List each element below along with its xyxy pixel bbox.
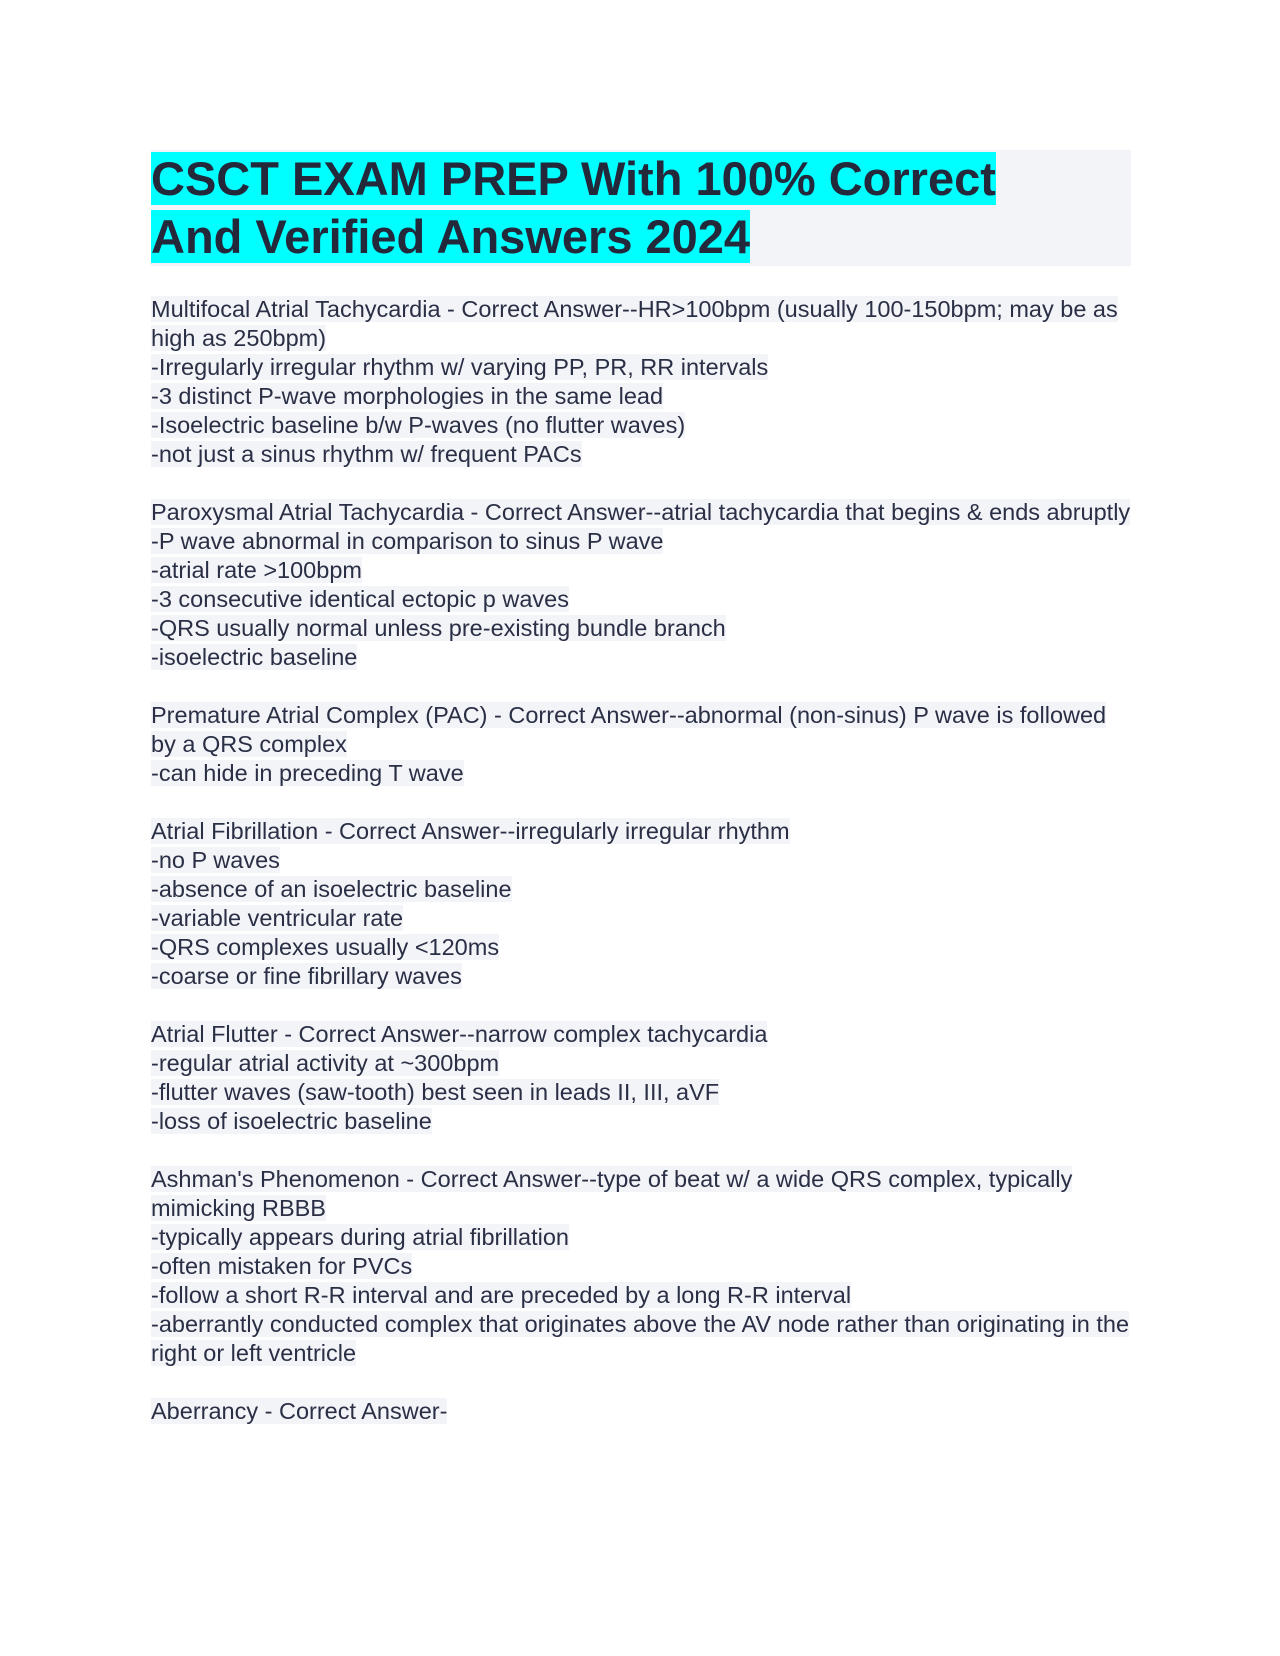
detail-line: -typically appears during atrial fibrillation xyxy=(151,1224,569,1250)
title-line-1: CSCT EXAM PREP With 100% Correct xyxy=(151,152,996,205)
detail-line: -P wave abnormal in comparison to sinus P wave xyxy=(151,528,664,554)
detail-line: -follow a short R-R interval and are preceded by a long R-R interval xyxy=(151,1282,852,1308)
detail-line: -isoelectric baseline xyxy=(151,644,358,670)
detail-line: -Irregularly irregular rhythm w/ varying PP, PR, RR intervals xyxy=(151,354,769,380)
detail-line: -atrial rate >100bpm xyxy=(151,557,362,583)
section-aberrancy xyxy=(151,1397,1131,1426)
term-line: Paroxysmal Atrial Tachycardia - Correct Answer--atrial tachycardia that begins & ends abruptly xyxy=(151,499,1131,525)
detail-line: -not just a sinus rhythm w/ frequent PACs xyxy=(151,441,582,467)
detail-line: -Isoelectric baseline b/w P-waves (no flutter waves) xyxy=(151,412,686,438)
section-paroxysmal-atrial-tachycardia xyxy=(151,498,1131,672)
term-line: Premature Atrial Complex (PAC) - Correct Answer--abnormal (non-sinus) P wave is followed by a QRS complex xyxy=(151,702,1107,757)
term-line: Aberrancy - Correct Answer- xyxy=(151,1398,448,1424)
title-block xyxy=(151,150,1131,266)
term-line: Atrial Flutter - Correct Answer--narrow complex tachycardia xyxy=(151,1021,768,1047)
detail-line: -can hide in preceding T wave xyxy=(151,760,464,786)
title-line-2: And Verified Answers 2024 xyxy=(151,210,751,263)
detail-line: -loss of isoelectric baseline xyxy=(151,1108,432,1134)
term-line: Atrial Fibrillation - Correct Answer--irregularly irregular rhythm xyxy=(151,818,790,844)
detail-line: -variable ventricular rate xyxy=(151,905,404,931)
document-page xyxy=(151,150,1131,1455)
detail-line: -QRS usually normal unless pre-existing bundle branch xyxy=(151,615,726,641)
detail-line: -3 distinct P-wave morphologies in the same lead xyxy=(151,383,664,409)
section-ashmans-phenomenon xyxy=(151,1165,1131,1368)
detail-line: -often mistaken for PVCs xyxy=(151,1253,413,1279)
section-premature-atrial-complex xyxy=(151,701,1131,788)
term-line: Ashman's Phenomenon - Correct Answer--type of beat w/ a wide QRS complex, typically mimicking RBBB xyxy=(151,1166,1073,1221)
detail-line: -flutter waves (saw-tooth) best seen in leads II, III, aVF xyxy=(151,1079,720,1105)
detail-line: -coarse or fine fibrillary waves xyxy=(151,963,462,989)
section-multifocal-atrial-tachycardia xyxy=(151,295,1131,469)
term-line: Multifocal Atrial Tachycardia - Correct Answer--HR>100bpm (usually 100-150bpm; may be as high as 250bpm) xyxy=(151,296,1118,351)
detail-line: -aberrantly conducted complex that originates above the AV node rather than originating in the right or left ventricle xyxy=(151,1311,1130,1366)
document-title xyxy=(151,150,1131,266)
section-atrial-fibrillation xyxy=(151,817,1131,991)
detail-line: -absence of an isoelectric baseline xyxy=(151,876,512,902)
detail-line: -QRS complexes usually <120ms xyxy=(151,934,500,960)
section-atrial-flutter xyxy=(151,1020,1131,1136)
detail-line: -no P waves xyxy=(151,847,280,873)
detail-line: -3 consecutive identical ectopic p waves xyxy=(151,586,569,612)
detail-line: -regular atrial activity at ~300bpm xyxy=(151,1050,500,1076)
